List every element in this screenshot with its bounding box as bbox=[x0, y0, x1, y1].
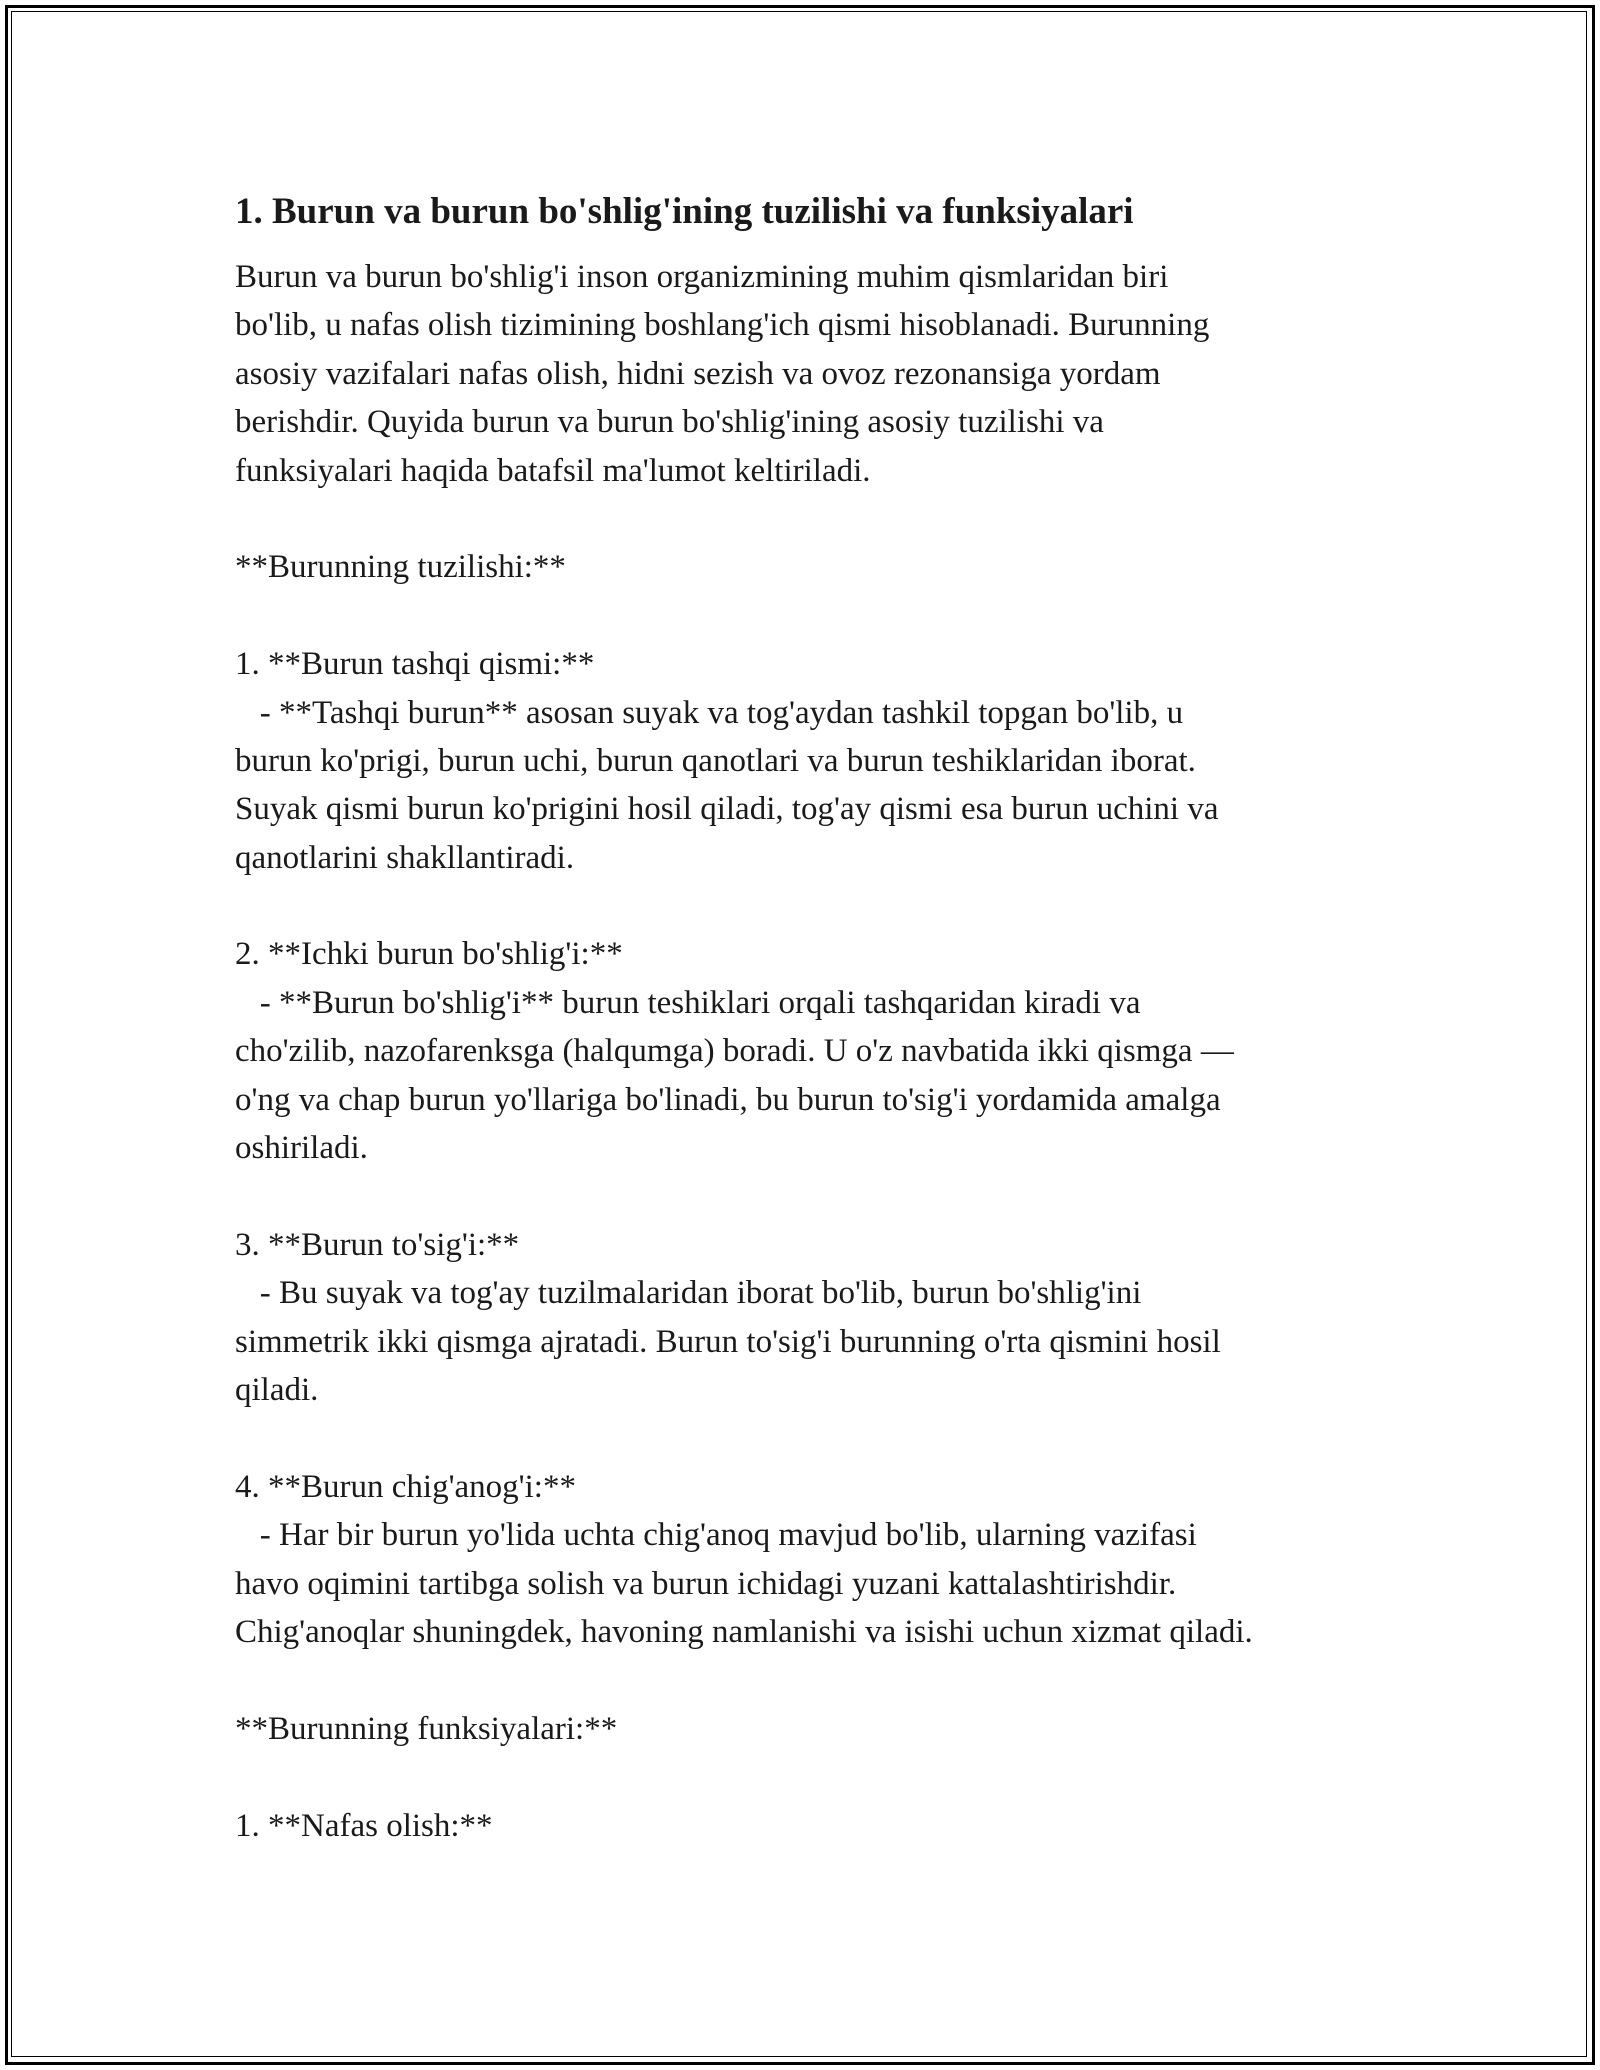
text-line: **Burunning tuzilishi:** bbox=[235, 549, 566, 586]
text-line: - **Tashqi burun** asosan suyak va tog'aydan tashkil topgan bo'lib, u bbox=[235, 694, 1184, 731]
text-line: 4. **Burun chig'anog'i:** bbox=[235, 1468, 576, 1505]
text-line: Burun va burun bo'shlig'i inson organizmining muhim qismlaridan biri bbox=[235, 259, 1169, 295]
text-line: 1. **Burun tashqi qismi:** bbox=[235, 646, 595, 683]
text-line bbox=[235, 1414, 1415, 1462]
text-line bbox=[235, 495, 1415, 543]
text-lines bbox=[235, 253, 1415, 1850]
text-line: funksiyalari haqida batafsil ma'lumot keltiriladi. bbox=[235, 452, 871, 489]
text-line: oshiriladi. bbox=[235, 1130, 368, 1167]
text-line bbox=[235, 1172, 1415, 1220]
text-line: Suyak qismi burun ko'prigini hosil qiladi, tog'ay qismi esa burun uchini va bbox=[235, 791, 1219, 828]
text-line: asosiy vazifalari nafas olish, hidni sezish va ovoz rezonansiga yordam bbox=[235, 355, 1161, 392]
text-line: **Burunning funksiyalari:** bbox=[235, 1710, 618, 1747]
text-line: 1. **Nafas olish:** bbox=[235, 1807, 493, 1844]
text-line bbox=[235, 882, 1415, 930]
text-line: 3. **Burun to'sig'i:** bbox=[235, 1226, 520, 1263]
document-title: 1. Burun va burun bo'shlig'ining tuzilishi va funksiyalari bbox=[235, 191, 1134, 232]
text-line: simmetrik ikki qismga ajratadi. Burun to'sig'i burunning o'rta qismini hosil bbox=[235, 1323, 1221, 1360]
text-line bbox=[235, 1656, 1415, 1704]
text-line bbox=[235, 592, 1415, 640]
text-line: cho'zilib, nazofarenksga (halqumga) boradi. U o'z navbatida ikki qismga — bbox=[235, 1033, 1234, 1070]
text-line: Chig'anoqlar shuningdek, havoning namlanishi va isishi uchun xizmat qiladi. bbox=[235, 1613, 1253, 1650]
text-line: - Bu suyak va tog'ay tuzilmalaridan iborat bo'lib, burun bo'shlig'ini bbox=[235, 1275, 1142, 1312]
text-line bbox=[235, 1753, 1415, 1801]
text-line: berishdir. Quyida burun va burun bo'shlig'ining asosiy tuzilishi va bbox=[235, 404, 1104, 441]
text-line: qiladi. bbox=[235, 1371, 319, 1408]
text-line: - **Burun bo'shlig'i** burun teshiklari orqali tashqaridan kiradi va bbox=[235, 984, 1141, 1021]
text-line: bo'lib, u nafas olish tizimining boshlang'ich qismi hisoblanadi. Burunning bbox=[235, 307, 1210, 344]
document-body bbox=[235, 183, 1415, 1850]
text-line: o'ng va chap burun yo'llariga bo'linadi, bu burun to'sig'i yordamida amalga bbox=[235, 1081, 1221, 1118]
text-line: havo oqimini tartibga solish va burun ichidagi yuzani kattalashtirishdir. bbox=[235, 1565, 1177, 1602]
text-line: qanotlarini shakllantiradi. bbox=[235, 839, 575, 876]
text-line: - Har bir burun yo'lida uchta chig'anoq mavjud bo'lib, ularning vazifasi bbox=[235, 1517, 1197, 1554]
text-line: burun ko'prigi, burun uchi, burun qanotlari va burun teshiklaridan iborat. bbox=[235, 742, 1196, 779]
text-line: 2. **Ichki burun bo'shlig'i:** bbox=[235, 936, 623, 973]
